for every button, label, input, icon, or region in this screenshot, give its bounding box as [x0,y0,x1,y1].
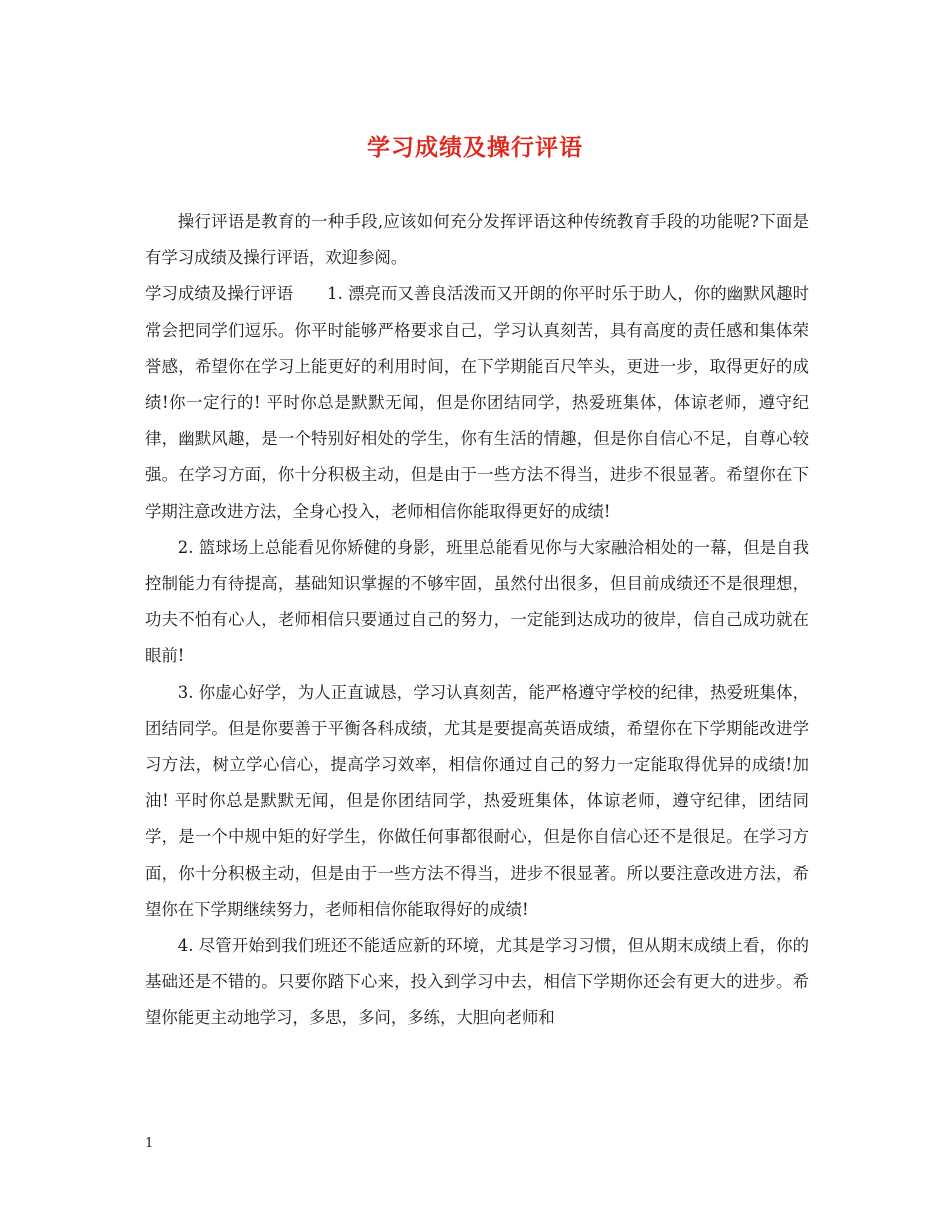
paragraph-3: 3. 你虚心好学，为人正直诚恳，学习认真刻苦，能严格遵守学校的纪律，热爱班集体，团结同学。但是你要善于平衡各科成绩，尤其是要提高英语成绩，希望你在下学期能改进学习方法，树立学心信心，提高学习效率，相信你通过自己的努力一定能取得优异的成绩!加油! 平时你总是默默无闻，但是你团结同学，热爱班集体，体谅老师，遵守纪律，团结同学，是一个中规中矩的好学生，你做任何事都很耐心，但是你自信心还不是很足。在学习方面，你十分积极主动，但是由于一些方法不得当，进步不很显著。所以要注意改进方法，希望你在下学期继续努力，老师相信你能取得好的成绩! [145,682,809,919]
paragraph-2: 2. 篮球场上总能看见你矫健的身影，班里总能看见你与大家融洽相处的一幕，但是自我控制能力有待提高，基础知识掌握的不够牢固，虽然付出很多，但目前成绩还不是很理想，功夫不怕有心人，老师相信只要通过自己的努力，一定能到达成功的彼岸，信自己成功就在眼前! [145,537,809,666]
paragraph-1 [145,276,809,529]
paragraph-1-text: 1. 漂亮而又善良活泼而又开朗的你平时乐于助人，你的幽默风趣时常会把同学们逗乐。你平时能够严格要求自己，学习认真刻苦，具有高度的责任感和集体荣誉感，希望你在学习上能更好的利用时间，在下学期能百尺竿头，更进一步，取得更好的成绩!你一定行的! 平时你总是默默无闻，但是你团结同学，热爱班集体，体谅老师，遵守纪律，幽默风趣，是一个特别好相处的学生，你有生活的情趣，但是你自信心不足，自尊心较强。在学习方面，你十分积极主动，但是由于一些方法不得当，进步不很显著。希望你在下学期注意改进方法，全身心投入，老师相信你能取得更好的成绩! [145,284,809,521]
intro-paragraph: 操行评语是教育的一种手段,应该如何充分发挥评语这种传统教育手段的功能呢?下面是有学习成绩及操行评语，欢迎参阅。 [145,212,809,268]
section-heading: 学习成绩及操行评语 [145,284,294,304]
paragraph-4: 4. 尽管开始到我们班还不能适应新的环境，尤其是学习习惯，但从期末成绩上看，你的基础还是不错的。只要你踏下心来，投入到学习中去，相信下学期你还会有更大的进步。希望你能更主动地学习，多思，多问，多练，大胆向老师和 [145,936,809,1028]
page-number: 1 [145,1136,154,1151]
document-body [145,204,809,1037]
document-title: 学习成绩及操行评语 [367,135,583,161]
